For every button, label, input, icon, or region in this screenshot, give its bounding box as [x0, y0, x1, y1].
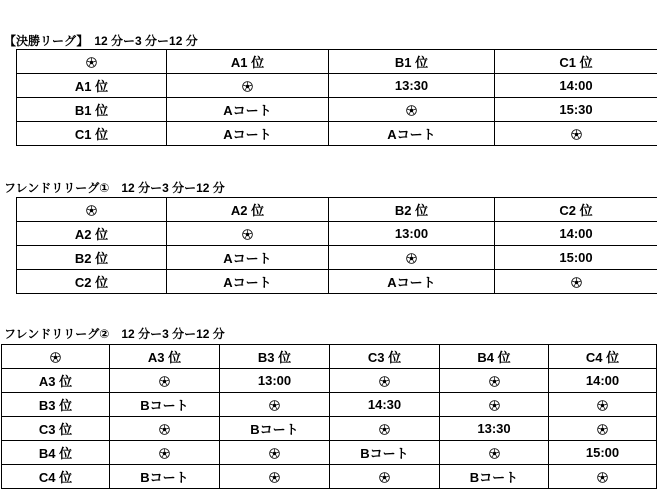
ball-cell — [110, 417, 220, 441]
soccer-ball-icon — [597, 397, 608, 412]
row-header: C4 位 — [2, 465, 110, 489]
ball-cell — [549, 393, 657, 417]
ball-cell — [110, 441, 220, 465]
ball-cell — [220, 441, 330, 465]
match-cell: 14:00 — [495, 222, 657, 246]
ball-cell — [330, 465, 440, 489]
corner-cell — [2, 345, 110, 369]
table-row — [17, 270, 657, 294]
soccer-ball-icon — [269, 445, 280, 460]
match-cell: 14:00 — [495, 74, 657, 98]
header-row — [2, 345, 657, 369]
ball-cell — [220, 393, 330, 417]
column-header: B2 位 — [329, 198, 495, 222]
ball-cell — [549, 465, 657, 489]
match-cell: Aコート — [167, 246, 329, 270]
table-friendly-league-2 — [1, 344, 657, 489]
match-cell: 13:30 — [329, 74, 495, 98]
soccer-ball-icon — [406, 250, 417, 265]
match-cell: Bコート — [220, 417, 330, 441]
soccer-ball-icon — [489, 445, 500, 460]
header-row — [17, 50, 657, 74]
table-row — [17, 74, 657, 98]
column-header: B3 位 — [220, 345, 330, 369]
match-cell: 13:00 — [220, 369, 330, 393]
column-header: C2 位 — [495, 198, 657, 222]
match-cell: Bコート — [110, 465, 220, 489]
section-friendly-league-2-title: フレンドリリーグ② 12 分ー3 分ー12 分 — [4, 327, 225, 341]
table-row — [2, 441, 657, 465]
section-friendly-league-1-title: フレンドリリーグ① 12 分ー3 分ー12 分 — [4, 181, 225, 195]
table-row — [17, 222, 657, 246]
table-row — [2, 417, 657, 441]
match-cell: Aコート — [167, 122, 329, 146]
ball-cell — [329, 246, 495, 270]
row-header: C3 位 — [2, 417, 110, 441]
table-final-league — [16, 49, 657, 146]
section-final-league-title: 【決勝リーグ】 12 分ー3 分ー12 分 — [4, 34, 198, 48]
match-cell: 13:00 — [329, 222, 495, 246]
soccer-ball-icon — [242, 78, 253, 93]
corner-cell — [17, 50, 167, 74]
soccer-ball-icon — [571, 274, 582, 289]
row-header: A3 位 — [2, 369, 110, 393]
soccer-ball-icon — [597, 469, 608, 484]
soccer-ball-icon — [379, 373, 390, 388]
column-header: B1 位 — [329, 50, 495, 74]
column-header: A1 位 — [167, 50, 329, 74]
soccer-ball-icon — [159, 421, 170, 436]
soccer-ball-icon — [379, 469, 390, 484]
table-friendly-league-1 — [16, 197, 657, 294]
ball-cell — [440, 369, 549, 393]
row-header: A2 位 — [17, 222, 167, 246]
ball-cell — [549, 417, 657, 441]
ball-cell — [329, 98, 495, 122]
match-cell: Aコート — [167, 270, 329, 294]
row-header: B4 位 — [2, 441, 110, 465]
table-row — [17, 246, 657, 270]
header-row — [17, 198, 657, 222]
match-cell: Aコート — [167, 98, 329, 122]
column-header: B4 位 — [440, 345, 549, 369]
column-header: C3 位 — [330, 345, 440, 369]
ball-cell — [440, 441, 549, 465]
soccer-ball-icon — [597, 421, 608, 436]
match-cell: 13:30 — [440, 417, 549, 441]
table-row — [2, 369, 657, 393]
row-header: C2 位 — [17, 270, 167, 294]
ball-cell — [167, 74, 329, 98]
ball-cell — [110, 369, 220, 393]
ball-cell — [220, 465, 330, 489]
match-cell: 14:00 — [549, 369, 657, 393]
soccer-ball-icon — [86, 202, 97, 217]
soccer-ball-icon — [269, 469, 280, 484]
match-cell: 14:30 — [330, 393, 440, 417]
row-header: B3 位 — [2, 393, 110, 417]
match-cell: 15:30 — [495, 98, 657, 122]
row-header: B1 位 — [17, 98, 167, 122]
table-row — [2, 465, 657, 489]
column-header: C4 位 — [549, 345, 657, 369]
row-header: A1 位 — [17, 74, 167, 98]
match-cell: Aコート — [329, 122, 495, 146]
soccer-ball-icon — [489, 397, 500, 412]
ball-cell — [495, 270, 657, 294]
row-header: B2 位 — [17, 246, 167, 270]
column-header: C1 位 — [495, 50, 657, 74]
ball-cell — [330, 369, 440, 393]
table-row — [17, 98, 657, 122]
soccer-ball-icon — [159, 373, 170, 388]
ball-cell — [440, 393, 549, 417]
match-cell: 15:00 — [495, 246, 657, 270]
column-header: A2 位 — [167, 198, 329, 222]
match-cell: Bコート — [440, 465, 549, 489]
corner-cell — [17, 198, 167, 222]
match-cell: Aコート — [329, 270, 495, 294]
soccer-ball-icon — [269, 397, 280, 412]
match-cell: Bコート — [110, 393, 220, 417]
ball-cell — [495, 122, 657, 146]
ball-cell — [167, 222, 329, 246]
soccer-ball-icon — [489, 373, 500, 388]
soccer-ball-icon — [406, 102, 417, 117]
column-header: A3 位 — [110, 345, 220, 369]
row-header: C1 位 — [17, 122, 167, 146]
match-cell: Bコート — [330, 441, 440, 465]
ball-cell — [330, 417, 440, 441]
table-row — [2, 393, 657, 417]
soccer-ball-icon — [50, 349, 61, 364]
soccer-ball-icon — [159, 445, 170, 460]
soccer-ball-icon — [242, 226, 253, 241]
soccer-ball-icon — [379, 421, 390, 436]
table-row — [17, 122, 657, 146]
match-cell: 15:00 — [549, 441, 657, 465]
soccer-ball-icon — [571, 126, 582, 141]
soccer-ball-icon — [86, 54, 97, 69]
